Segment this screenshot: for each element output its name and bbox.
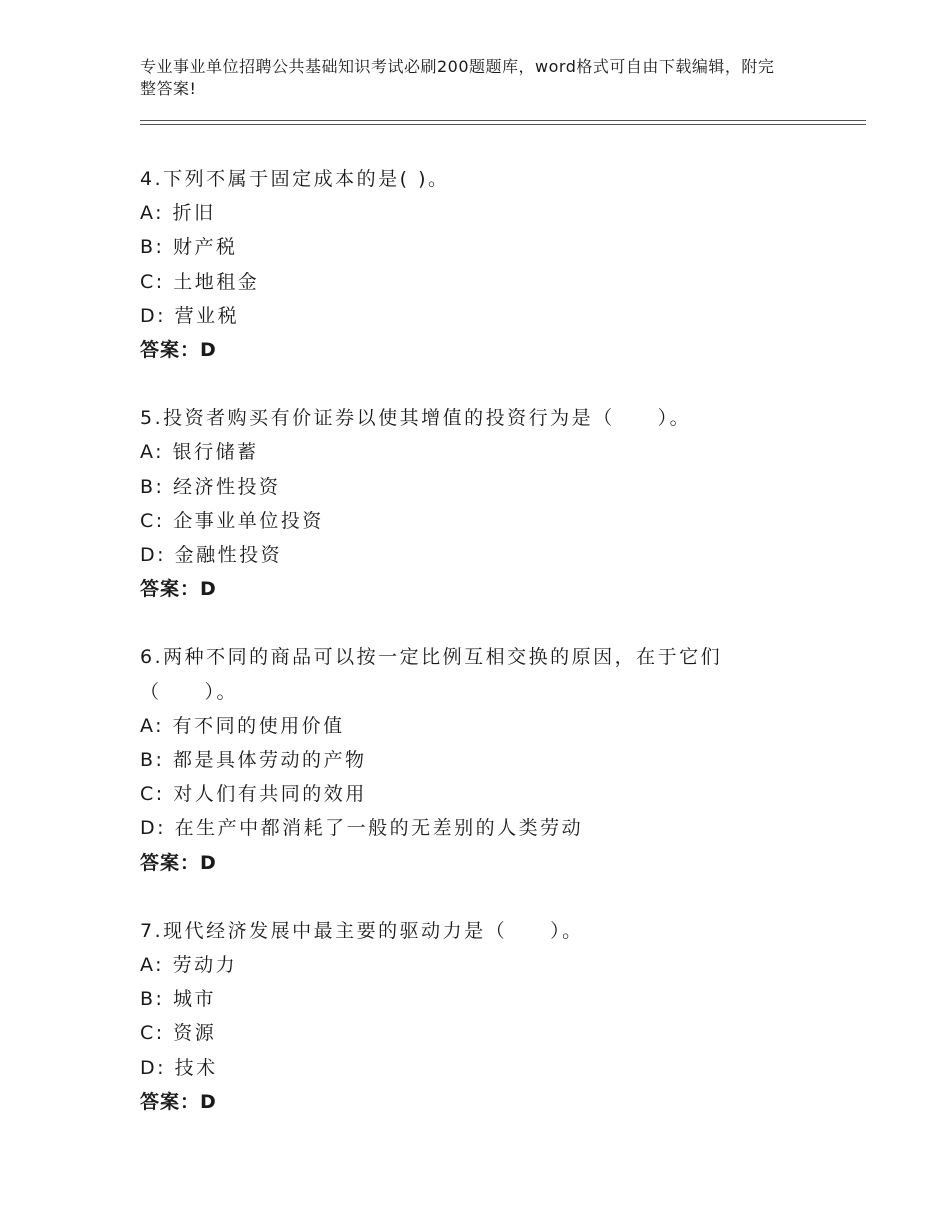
question-list — [140, 162, 840, 1153]
option-c: C: 资源 — [140, 1022, 217, 1045]
option-c: C: 企事业单位投资 — [140, 509, 324, 532]
answer-label: 答案：D — [140, 851, 217, 874]
option-a: A: 折旧 — [140, 202, 216, 225]
header-divider — [140, 120, 866, 125]
option-a: A: 银行储蓄 — [140, 441, 259, 464]
option-d: D: 在生产中都消耗了一般的无差别的人类劳动 — [140, 817, 584, 840]
option-b: B: 经济性投资 — [140, 475, 281, 498]
answer-label: 答案：D — [140, 1090, 217, 1113]
answer-label: 答案：D — [140, 578, 217, 601]
question-stem: 7.现代经济发展中最主要的驱动力是（ ）。 — [140, 919, 584, 942]
option-d: D: 技术 — [140, 1056, 218, 1079]
question-6 — [140, 640, 840, 879]
question-stem: 5.投资者购买有价证券以使其增值的投资行为是（ ）。 — [140, 407, 692, 430]
question-7 — [140, 914, 840, 1119]
option-a: A: 劳动力 — [140, 954, 238, 977]
option-b: B: 城市 — [140, 988, 216, 1011]
option-d: D: 营业税 — [140, 304, 240, 327]
option-c: C: 土地租金 — [140, 270, 260, 293]
option-b: B: 财产税 — [140, 236, 238, 259]
question-stem: 6.两种不同的商品可以按一定比例互相交换的原因，在于它们（ ）。 — [140, 646, 723, 703]
option-c: C: 对人们有共同的效用 — [140, 783, 367, 806]
option-b: B: 都是具体劳动的产物 — [140, 749, 367, 772]
option-d: D: 金融性投资 — [140, 544, 283, 567]
document-header: 专业事业单位招聘公共基础知识考试必刷200题题库，word格式可自由下载编辑，附完整答案! — [140, 57, 775, 98]
question-stem: 4.下列不属于固定成本的是( )。 — [140, 168, 450, 190]
question-5 — [140, 401, 840, 606]
option-a: A: 有不同的使用价值 — [140, 714, 345, 737]
answer-label: 答案：D — [140, 339, 217, 362]
question-4 — [140, 162, 840, 367]
